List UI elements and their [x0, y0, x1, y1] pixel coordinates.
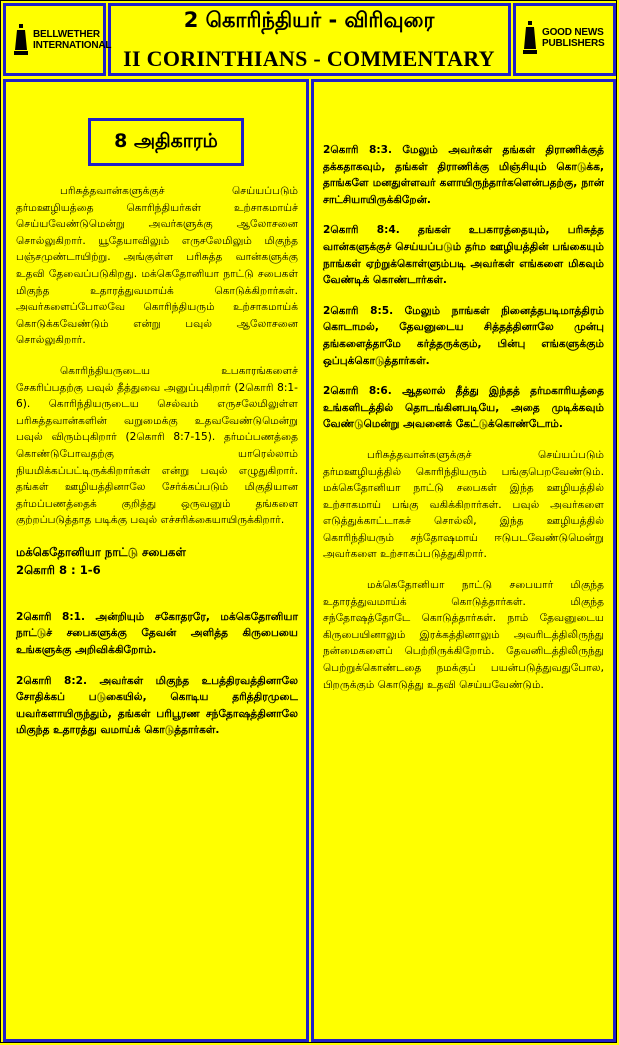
- verse-8-1: 2கொரி 8:1. அன்றியும் சகோதரரே, மக்கெதோனியா நாட்டுச் சபைகளுக்கு தேவன் அளித்த கிருபையை உங்களுக்கு அறிவிக்கிறோம்.: [16, 610, 298, 657]
- title-english: II CORINTHIANS - COMMENTARY: [123, 46, 495, 71]
- verse-8-6: 2கொரி 8:6. ஆதலால் தீத்து இந்தத் தர்மகாரியத்தை உங்களிடத்தில் தொடங்கினபடியே, அதை முடிக்கவும் வேண்டுமென்று அவனைக் கேட்டுக்கொண்டோம்.: [323, 385, 604, 431]
- verse-8-2: 2கொரி 8:2. அவர்கள் மிகுந்த உபத்திரவத்தினாலே சோதிக்கப் படுகையில், கொடிய தரித்திரமுடை யவர்களாயிருந்தும், தங்கள் பரிபூரண சந்தோஷத்தினாலே மிகுந்த உதாரத்து வமாய்க் கொடுத்தார்கள்.: [16, 674, 298, 737]
- intro-paragraph-2: கொரிந்தியருடைய உபகாரங்களைச் சேகரிப்பதற்கு பவுல் தீத்துவை அனுப்புகிறார் (2கொரி 8:1-6). கொரிந்தியருடைய செல்வம் எருசலேமிலுள்ள பரிசுத்தவான்களின் வறுமைக்கு உதவவேண்டுமென்று பவுல் விரும்புகிறார் (2கொரி 8:7-15). தர்மப்பணத்தை கொண்டுபோவதற்கு யாரெல்லாம் நியமிக்கப்பட்டிருக்கிறார்கள் என்று பவுல் எழுதுகிறார். தங்கள் ஊழியத்தினாலே சேர்க்கப்படும் மிகுதியான தர்மப்பணத்தைக் குறித்து ஒருவனும் தங்களை குற்றப்படுத்தாத படிக்கு பவுல் எச்சரிக்கையாயிருக்கிறார்.: [16, 364, 298, 527]
- commentary-paragraph-1: பரிசுத்தவான்களுக்குச் செய்யப்படும் தர்மஊழியத்தில் கொரிந்தியரும் பங்குபெறவேண்டும். மக்கெதோனியா நாட்டு சபைகள் இந்த ஊழியத்தில் உற்சாகமாய் பங்கு வகிக்கிறார்கள். பவுல் அவர்களை எடுத்துக்காட்டாகச் சொல்லி, இந்த ஊழியத்தில் கொரிந்தியரும் சந்தோஷமாய் ஈடுபடவேண்டுமென்று அவர்களை உற்சாகப்படுத்துகிறார்.: [323, 448, 604, 561]
- verse-8-4: 2கொரி 8:4. தங்கள் உபகாரத்தையும், பரிசுத்த வான்களுக்குச் செய்யப்படும் தர்ம ஊழியத்தின் பங்கையும் நாங்கள் ஏற்றுக்கொள்ளும்படி அவர்கள் எங்களை மிகவும் வேண்டிக் கொண்டார்கள்.: [323, 224, 604, 287]
- right-column-text: [323, 142, 604, 693]
- good-news-logo: [518, 14, 612, 62]
- title-tamil: 2 கொரிந்தியர் - விரிவுரை: [183, 8, 435, 32]
- lamp-icon: [522, 19, 538, 57]
- left-column-text: [16, 183, 298, 739]
- verse-8-3: 2கொரி 8:3. மேலும் அவர்கள் தங்கள் திராணிக்குத் தக்கதாகவும், தங்கள் திராணிக்கு மிஞ்சியும் கொடுக்க, தாங்களே மனதுள்ளவர் களாயிருந்தார்களென்பதற்கு, நான் சாட்சியாயிருக்கிறேன்.: [323, 144, 604, 206]
- section-heading: மக்கெதோனியா நாட்டு சபைகள்: [16, 544, 186, 559]
- logo-right-text: GOOD NEWS PUBLISHERS: [542, 27, 605, 49]
- logo-left-text: BELLWETHER INTERNATIONAL: [33, 29, 112, 51]
- bellwether-logo: [8, 18, 112, 62]
- commentary-paragraph-2: மக்கெதோனியா நாட்டு சபையார் மிகுந்த உதாரத்துவமாய்க் கொடுத்தார்கள். மிகுந்த சந்தோஷத்தோடே கொடுத்தார்கள். நாம் தேவனுடைய கிருபையினாலும் இரக்கத்தினாலும் அவரிடத்திலிருந்து நன்மைகளைப் பெற்றிருக்கிறோம். தேவனிடத்திலிருந்து பெற்றுக்கொண்டதை நமக்குப் பயன்படுத்துவதுபோல, பிறருக்கும் கொடுத்து உதவி செய்யவேண்டும்.: [323, 579, 604, 691]
- chapter-heading: 8 அதிகாரம்: [88, 118, 244, 166]
- intro-paragraph-1: பரிசுத்தவான்களுக்குச் செய்யப்படும் தர்மஊழியத்தை கொரிந்தியர்கள் உற்சாகமாய்ச் செய்யவேண்டுமென்று அவர்களுக்கு ஆலோசனை சொல்லுகிறார். யூதேயாவிலும் எருசலேமிலும் மிகுந்த பஞ்சமுண்டாயிற்று. அங்குள்ள பரிசுத்த வான்களுக்கு உதவி தேவைப்படுகிறது. மக்கெதோனியா நாட்டு சபைகள் மிகுந்த உதாரத்துவமாய்க் கொடுக்கிறார்கள். அவர்களைப்போலவே கொரிந்தியரும் உற்சாகமாய்க் கொடுக்கவேண்டும் என்று பவுல் ஆலோசனை சொல்லுகிறார்.: [16, 185, 298, 347]
- section-reference: 2கொரி 8 : 1-6: [16, 562, 101, 577]
- lamp-icon: [13, 22, 29, 58]
- verse-8-5: 2கொரி 8:5. மேலும் நாங்கள் நினைத்தபடிமாத்திரம் கொடாமல், தேவனுடைய சித்தத்தினாலே முன்பு தங்களைத்தாமே கர்த்தருக்கும், பின்பு எங்களுக்கும் ஒப்புக்கொடுத்தார்கள்.: [323, 304, 604, 367]
